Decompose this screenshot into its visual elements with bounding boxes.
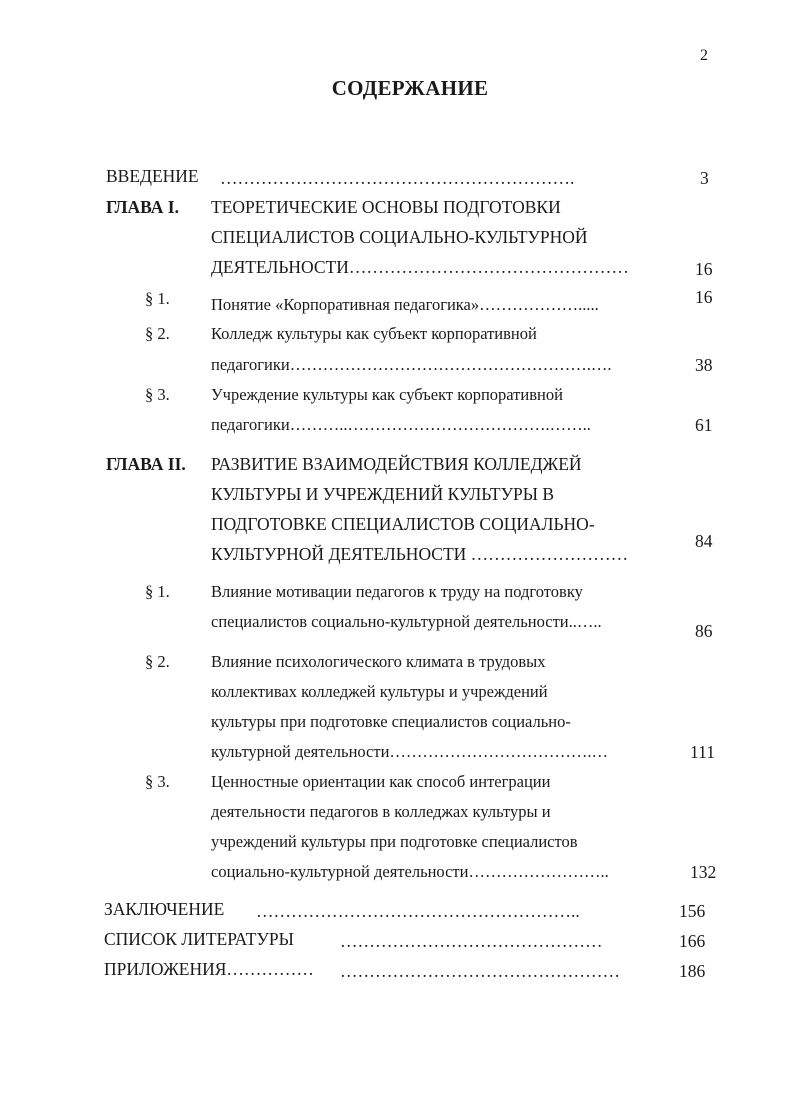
toc-references-page: 166 [679, 931, 706, 951]
toc-section-line: педагогики……………………………………………….…. [211, 355, 612, 374]
toc-section-line: Ценностные ориентации как способ интеграции [211, 772, 551, 791]
toc-section-line: Влияние мотивации педагогов к труду на подготовку [211, 582, 583, 601]
toc-section-number: § 2. [145, 652, 170, 671]
toc-section-page: 61 [695, 415, 713, 435]
toc-chapter2-line: РАЗВИТИЕ ВЗАИМОДЕЙСТВИЯ КОЛЛЕДЖЕЙ [211, 454, 582, 474]
toc-intro-page: 3 [700, 168, 709, 188]
toc-conclusion-label: ЗАКЛЮЧЕНИЕ [104, 899, 225, 919]
toc-references-label: СПИСОК ЛИТЕРАТУРЫ [104, 929, 294, 949]
toc-section-line: Учреждение культуры как субъект корпоративной [211, 385, 563, 404]
toc-section-number: § 3. [145, 772, 170, 791]
toc-section-number: § 3. [145, 385, 170, 404]
toc-section-line: социально-культурной деятельности…………………….. [211, 862, 609, 881]
toc-appendices-dots: ………………………………………… [340, 961, 620, 981]
toc-section-line: учреждений культуры при подготовке специалистов [211, 832, 578, 851]
toc-chapter2-line: КУЛЬТУРНОЙ ДЕЯТЕЛЬНОСТИ ……………………… [211, 544, 629, 564]
toc-chapter2-label: ГЛАВА II. [106, 454, 186, 474]
toc-section-page: 111 [690, 742, 715, 762]
toc-conclusion-page: 156 [679, 901, 706, 921]
toc-intro-dots: ……………………………………………………. [220, 168, 575, 188]
toc-section-line: Влияние психологического климата в трудовых [211, 652, 546, 671]
toc-section-page: 38 [695, 355, 713, 375]
toc-section-line: культурной деятельности……………………………….… [211, 742, 609, 761]
toc-chapter1-page: 16 [695, 259, 713, 279]
page-number: 2 [700, 47, 708, 64]
toc-chapter1-label: ГЛАВА I. [106, 197, 179, 217]
toc-chapter2-page: 84 [695, 531, 713, 551]
toc-section-page: 132 [690, 862, 717, 882]
toc-appendices-label: ПРИЛОЖЕНИЯ…………… [104, 959, 314, 979]
toc-section-line: культуры при подготовке специалистов социально- [211, 712, 571, 731]
toc-section-line: коллективах колледжей культуры и учреждений [211, 682, 548, 701]
toc-section-line: Колледж культуры как субъект корпоративной [211, 324, 537, 343]
toc-chapter1-line: ТЕОРЕТИЧЕСКИЕ ОСНОВЫ ПОДГОТОВКИ [211, 197, 561, 217]
toc-chapter1-line: ДЕЯТЕЛЬНОСТИ………………………………………… [211, 257, 629, 277]
toc-section-line: специалистов социально-культурной деятельности..….. [211, 612, 602, 631]
toc-chapter2-line: ПОДГОТОВКЕ СПЕЦИАЛИСТОВ СОЦИАЛЬНО- [211, 514, 595, 534]
toc-chapter2-line: КУЛЬТУРЫ И УЧРЕЖДЕНИЙ КУЛЬТУРЫ В [211, 484, 555, 504]
toc-section-line: педагогики………..……………………………….…….. [211, 415, 591, 434]
toc-references-dots: ……………………………………… [340, 931, 603, 951]
toc-conclusion-dots: ……………………………………………….. [256, 901, 580, 921]
toc-section-number: § 1. [145, 582, 170, 601]
toc-chapter1-line: СПЕЦИАЛИСТОВ СОЦИАЛЬНО-КУЛЬТУРНОЙ [211, 227, 588, 247]
toc-section-page: 86 [695, 621, 713, 641]
toc-intro-label: ВВЕДЕНИЕ [106, 166, 199, 186]
toc-appendices-page: 186 [679, 961, 706, 981]
toc-section-page: 16 [695, 287, 713, 307]
toc-section-line: Понятие «Корпоративная педагогика»………………..... [211, 295, 599, 314]
toc-section-number: § 2. [145, 324, 170, 343]
page-title: СОДЕРЖАНИЕ [331, 76, 489, 100]
toc-section-line: деятельности педагогов в колледжах культуры и [211, 802, 551, 821]
toc-section-number: § 1. [145, 289, 170, 308]
